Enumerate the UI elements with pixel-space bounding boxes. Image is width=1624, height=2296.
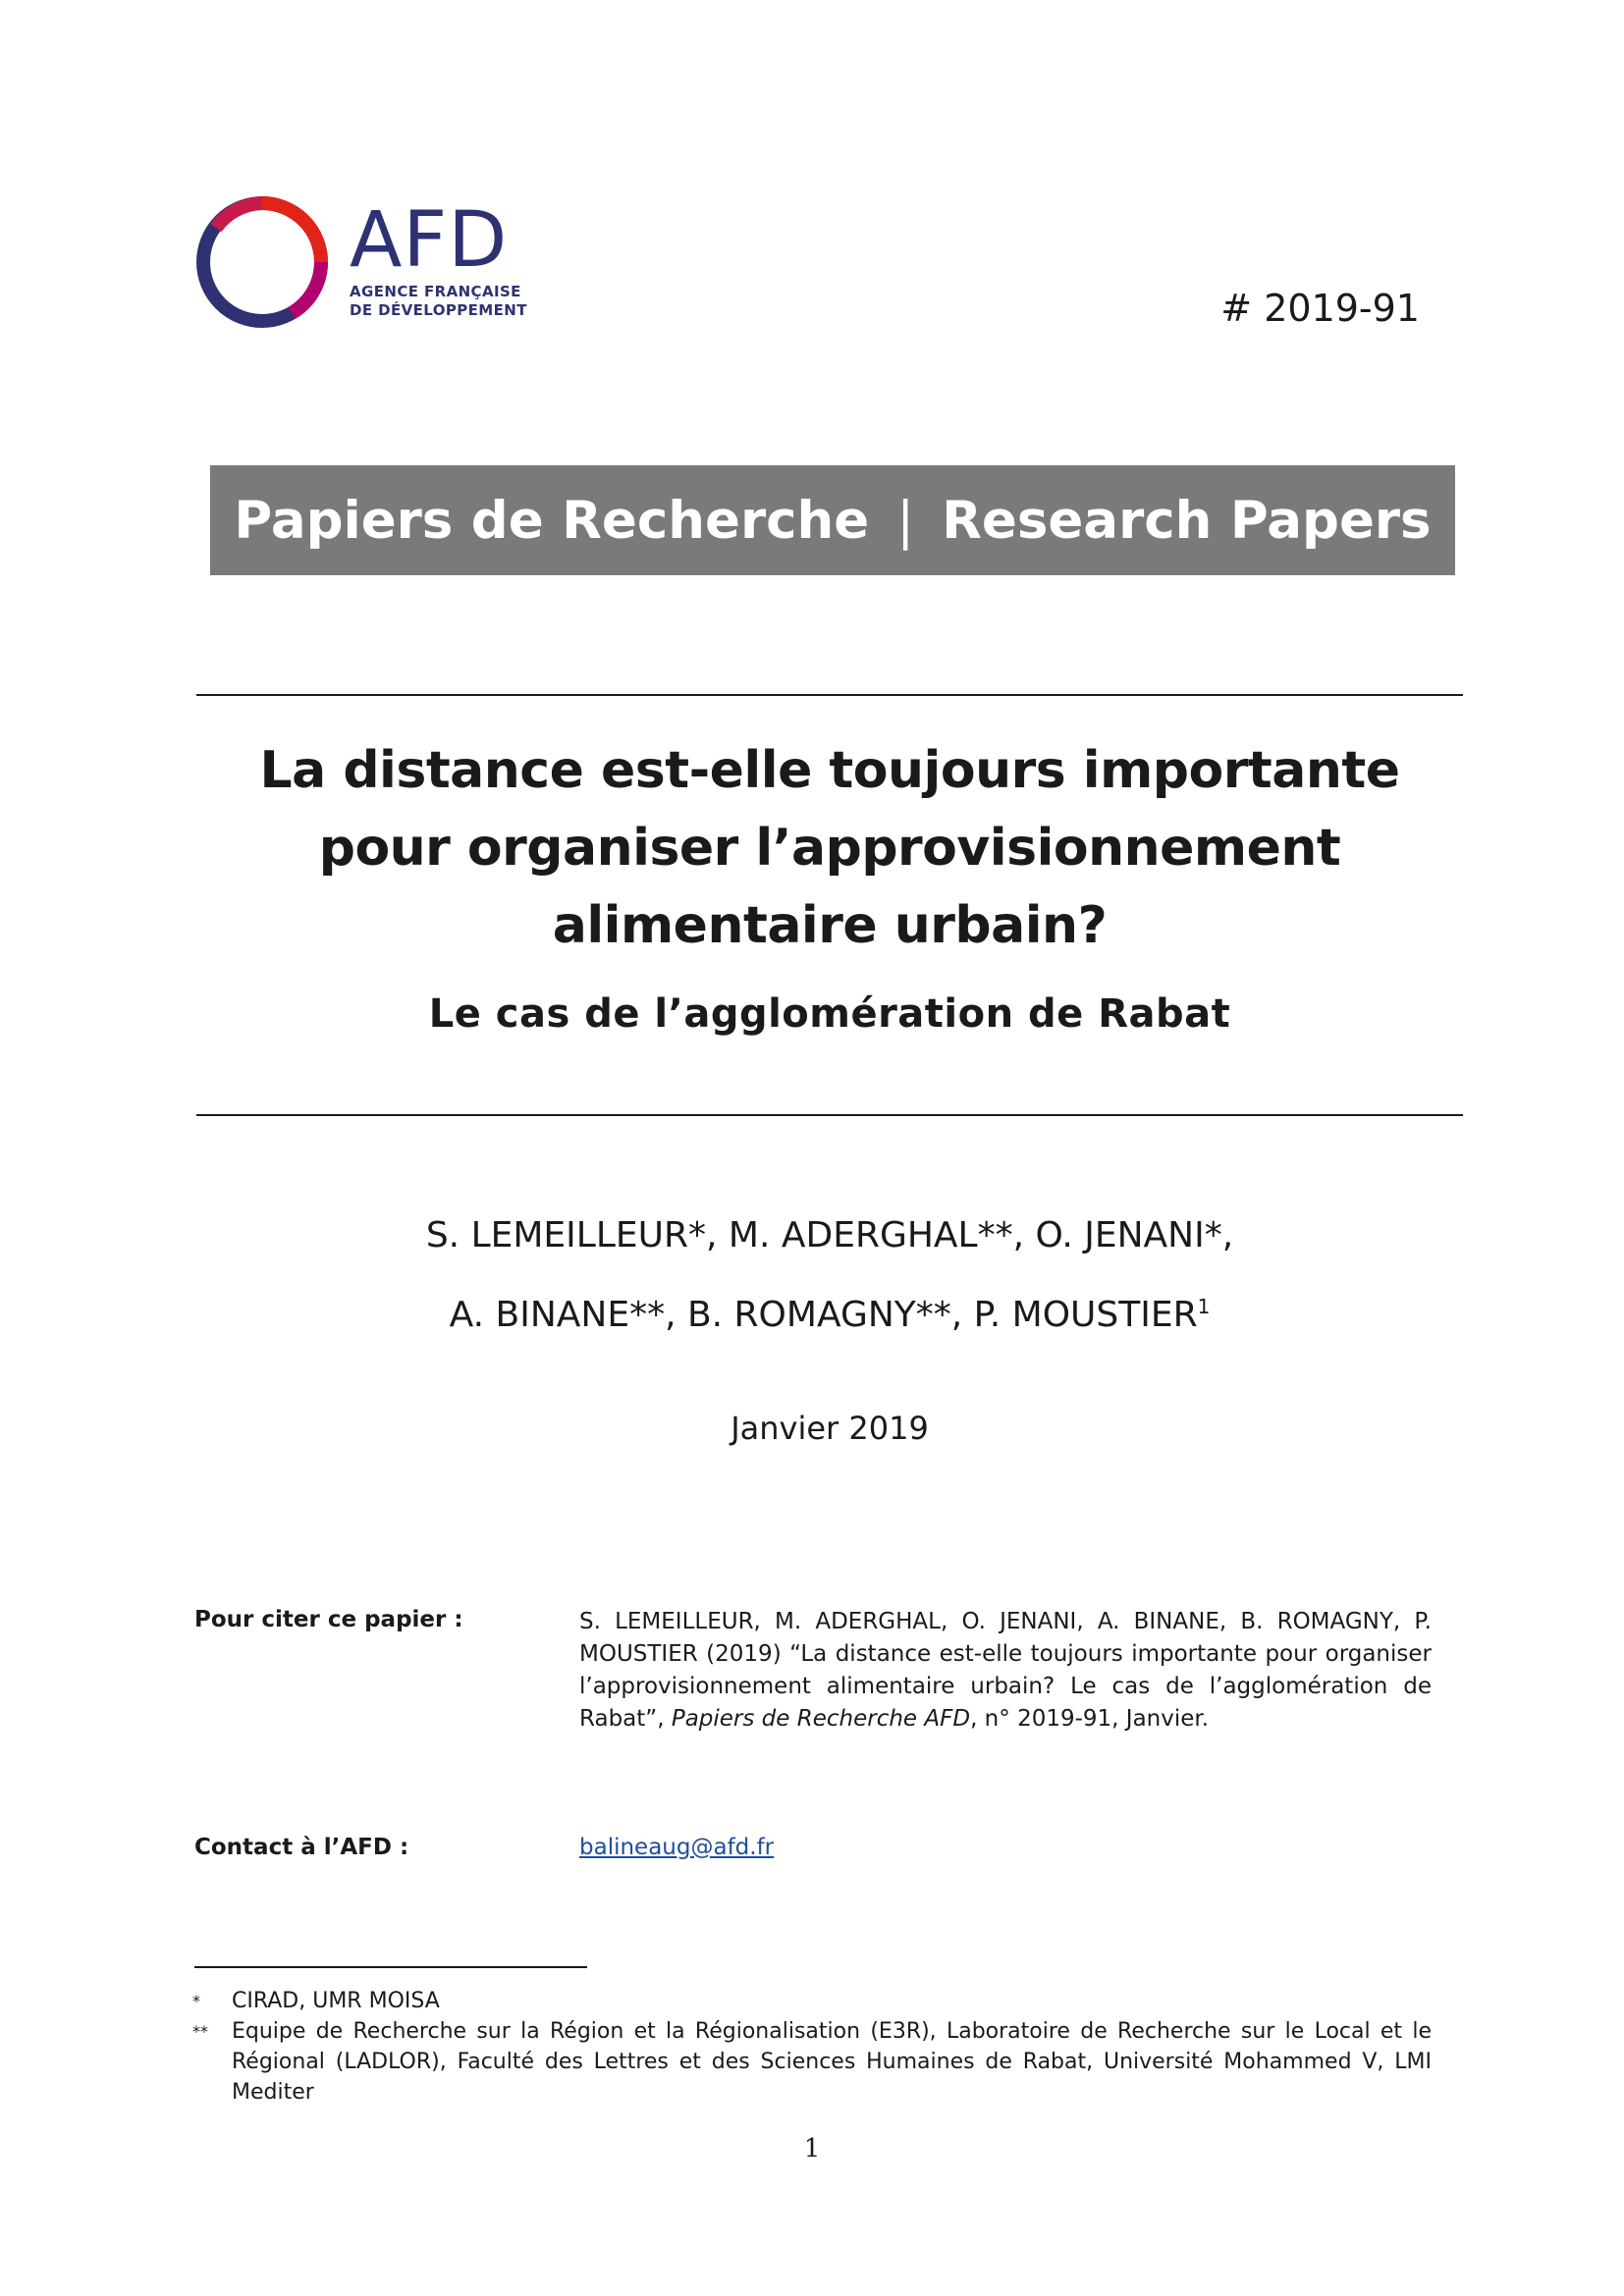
- paper-number: # 2019-91: [1220, 287, 1420, 330]
- paper-subtitle: Le cas de l’agglomération de Rabat: [428, 991, 1231, 1037]
- contact-email-link[interactable]: balineaug@afd.fr: [579, 1835, 775, 1860]
- series-separator: |: [896, 490, 915, 551]
- title-line-1: La distance est-elle toujours importante: [259, 741, 1400, 800]
- footnote-mark: *: [192, 1992, 200, 2010]
- footnote-separator: [194, 1966, 587, 1968]
- authors-line-2-text: A. BINANE**, B. ROMAGNY**, P. MOUSTIER: [449, 1295, 1198, 1335]
- logo-subtitle-line2: DE DÉVELOPPEMENT: [350, 301, 527, 319]
- footnote-text: CIRAD, UMR MOISA: [232, 1989, 440, 2013]
- title-bottom-rule: [196, 1114, 1463, 1116]
- logo-wordmark: AFD: [350, 196, 509, 285]
- publication-date: Janvier 2019: [731, 1410, 929, 1447]
- footnote-1: [192, 1986, 1432, 2016]
- afd-logo-ring-icon: [192, 192, 332, 332]
- logo-subtitle-line1: AGENCE FRANÇAISE: [350, 283, 521, 300]
- series-french: Papiers de Recherche: [234, 490, 870, 551]
- title-top-rule: [196, 694, 1463, 696]
- authors: [196, 1200, 1463, 1351]
- title-line-3: alimentaire urbain?: [552, 896, 1108, 955]
- contact-label: Contact à l’AFD :: [194, 1835, 409, 1860]
- title-line-2: pour organiser l’approvisionnement: [318, 819, 1341, 878]
- citation-text-before: S. LEMEILLEUR, M. ADERGHAL, O. JENANI, A. BINANE, B. ROMAGNY, P. MOUSTIER (2019) “La distance est-elle toujours importante pour organiser l’approvisionnement alimentaire urbain? Le cas de l’agglomération de Rabat”,: [579, 1609, 1432, 1732]
- authors-line-2: [196, 1271, 1463, 1351]
- footnote-2: [192, 2016, 1432, 2108]
- citation-label: Pour citer ce papier :: [194, 1607, 463, 1632]
- citation-text-after: , n° 2019-91, Janvier.: [970, 1706, 1210, 1732]
- citation-journal: Papiers de Recherche AFD: [671, 1706, 971, 1732]
- series-banner: [210, 465, 1455, 575]
- authors-line-1: S. LEMEILLEUR*, M. ADERGHAL**, O. JENANI*,: [425, 1215, 1234, 1255]
- page-number: 1: [803, 2134, 821, 2163]
- paper-title: [196, 732, 1463, 965]
- afd-logo: [350, 196, 546, 320]
- footnote-ref-1: 1: [1197, 1295, 1211, 1318]
- citation-text: [579, 1606, 1432, 1735]
- footnote-text: Equipe de Recherche sur la Région et la Régionalisation (E3R), Laboratoire de Recherche sur le Local et le Régional (LADLOR), Faculté des Lettres et des Sciences Humaines de Rabat, Université Mohammed V, LMI Mediter: [232, 2019, 1432, 2105]
- footnote-mark: **: [192, 2022, 208, 2041]
- series-english: Research Papers: [942, 490, 1432, 551]
